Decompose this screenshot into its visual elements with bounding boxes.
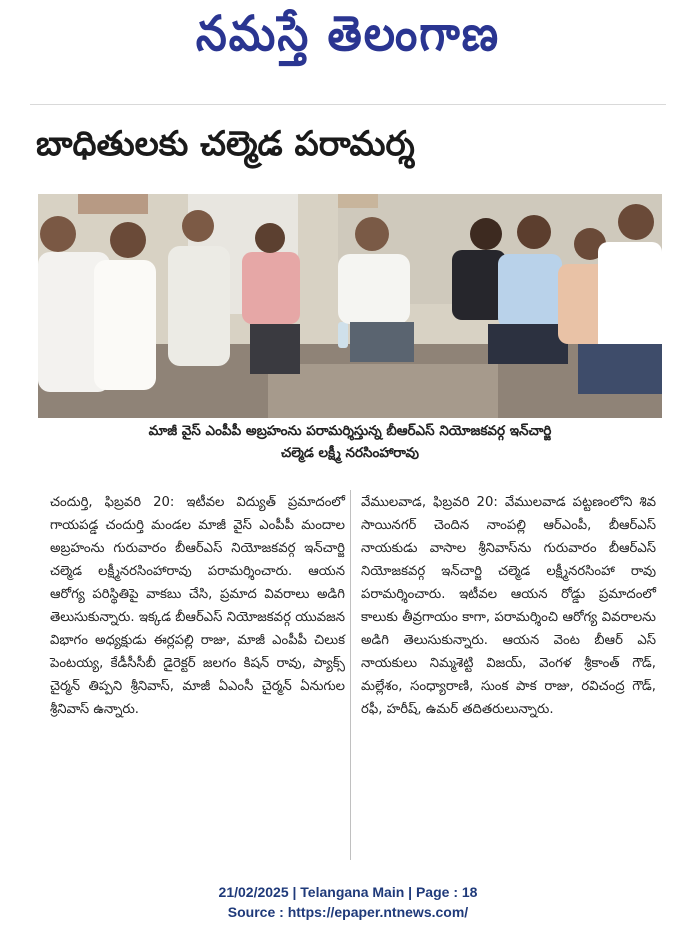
- header-divider: [30, 104, 666, 105]
- footer-date-line: 21/02/2025 | Telangana Main | Page : 18: [218, 884, 478, 900]
- news-photo: [38, 194, 662, 418]
- column-divider: [350, 490, 351, 860]
- footer-source-line: Source : https://epaper.ntnews.com/: [227, 904, 469, 920]
- photo-caption: [38, 420, 662, 476]
- article-column-left: చందుర్తి, ఫిబ్రవరి 20: ఇటీవల విద్యుత్ ప్రమాదంలో గాయపడ్డ చందుర్తి మండల మాజీ వైస్ ఎంపీపీ మందాల అబ్రహంను గురువారం బీఆర్ఎస్ నియోజకవర్గ ఇన్‌చార్జి చల్మెడ లక్ష్మీనరసింహారావు పరామర్శించారు. ఆయన ఆరోగ్య పరిస్థితిపై వాకబు చేసి, ప్రమాద వివరాలు అడిగి తెలుసుకున్నారు. ఇక్కడ బీఆర్ఎస్ నియోజకవర్గ యువజన విభాగం అధ్యక్షుడు ఈర్లపల్లి రాజు, మాజీ ఎంపీపీ చిలుక పెంటయ్య, కేడీసీసీబీ డైరెక్టర్ జలగం కిషన్ రావు, ప్యాక్స్ చైర్మన్ తిప్పని శ్రీనివాస్, మాజీ ఏఎంసీ చైర్మన్ ఏనుగుల శ్రీనివాస్ ఉన్నారు.: [50, 495, 345, 717]
- article-column-right: వేములవాడ, ఫిబ్రవరి 20: వేములవాడ పట్టణంలోని శివ సాయినగర్ చెందిన నాంపల్లి ఆర్ఎంపీ, బీఆర్ఎస్ నాయకుడు వాసాల శ్రీనివాస్‌ను గురువారం బీఆర్ఎస్ నియోజకవర్గ ఇన్‌చార్జి చల్మెడ లక్ష్మీనరసింహా రావు పరామర్శించారు. ఇటీవల ఆయన రోడ్డు ప్రమాదంలో కాలుకు తీవ్రగాయం కాగా, పరామర్శించి ఆరోగ్య వివరాలను అడిగి తెలుసుకున్నారు. ఆయన వెంట బీఆర్ ఎస్ నాయకులు నిమ్మశెట్టి విజయ్, వెంగళ శ్రీకాంత్ గౌడ్, మల్లేశం, సంధ్యారాణి, సుంక పాక రాజు, రవిచంద్ర గౌడ్, రఫీ, హరీష్, ఉమర్ తదితరులున్నారు.: [361, 495, 656, 717]
- newspaper-logo: నమస్తే తెలంగాణ: [195, 5, 501, 62]
- masthead: [0, 0, 696, 80]
- photo-illustration: [38, 194, 662, 418]
- caption-line-2: చల్మెడ లక్ష్మీ నరసింహారావు: [281, 445, 419, 461]
- article-headline: బాధితులకు చల్మెడ పరామర్శ: [36, 124, 415, 164]
- caption-line-1: మాజీ వైస్ ఎంపీపీ అబ్రహంను పరామర్శిస్తున్న బీఆర్ఎస్ నియోజకవర్గ ఇన్‌చార్జి: [148, 423, 552, 439]
